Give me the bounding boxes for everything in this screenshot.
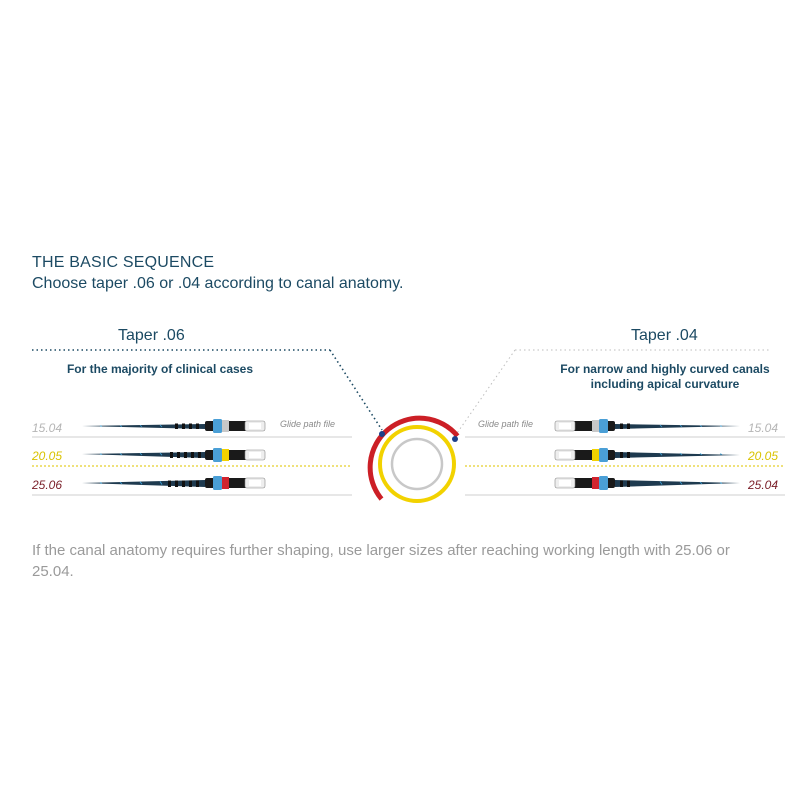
right-dotted-connector: [455, 350, 515, 436]
left-file-25-06: [82, 476, 265, 490]
taper-04-description-line1: For narrow and highly curved canals: [560, 362, 770, 376]
taper-06-heading: Taper .06: [118, 327, 185, 344]
left-size-label-25-06: 25.06: [32, 478, 63, 492]
taper-04-description-line2: including apical curvature: [590, 377, 740, 391]
right-file-15-04: [555, 419, 740, 433]
inner-ring-15-04: [392, 439, 442, 489]
canal-cross-section: [370, 418, 458, 501]
taper-06-description: For the majority of clinical cases: [66, 362, 254, 376]
right-marker-dot: [452, 436, 458, 442]
left-file-20-05: [82, 448, 265, 462]
page-title: THE BASIC SEQUENCE: [32, 254, 215, 271]
right-glide-path-label: Glide path file: [478, 419, 534, 429]
left-file-15-04: [82, 419, 265, 433]
left-dotted-connector: [330, 350, 382, 430]
right-size-label-15-04: 15.04: [748, 421, 779, 435]
left-marker-dot: [379, 431, 385, 437]
taper-04-heading: Taper .04: [631, 327, 698, 344]
right-size-label-20-05: 20.05: [748, 449, 779, 463]
left-glide-path-label: Glide path file: [280, 419, 336, 429]
left-size-label-15-04: 15.04: [32, 421, 63, 435]
right-file-20-05: [555, 448, 740, 462]
right-size-label-25-04: 25.04: [748, 478, 779, 492]
page-subtitle: Choose taper .06 or .04 according to canal anatomy.: [32, 275, 404, 292]
right-file-25-04: [555, 476, 740, 490]
footnote-text: If the canal anatomy requires further shaping, use larger sizes after reaching working length with 25.06 or 25.04.: [32, 542, 730, 580]
left-size-label-20-05: 20.05: [32, 449, 63, 463]
